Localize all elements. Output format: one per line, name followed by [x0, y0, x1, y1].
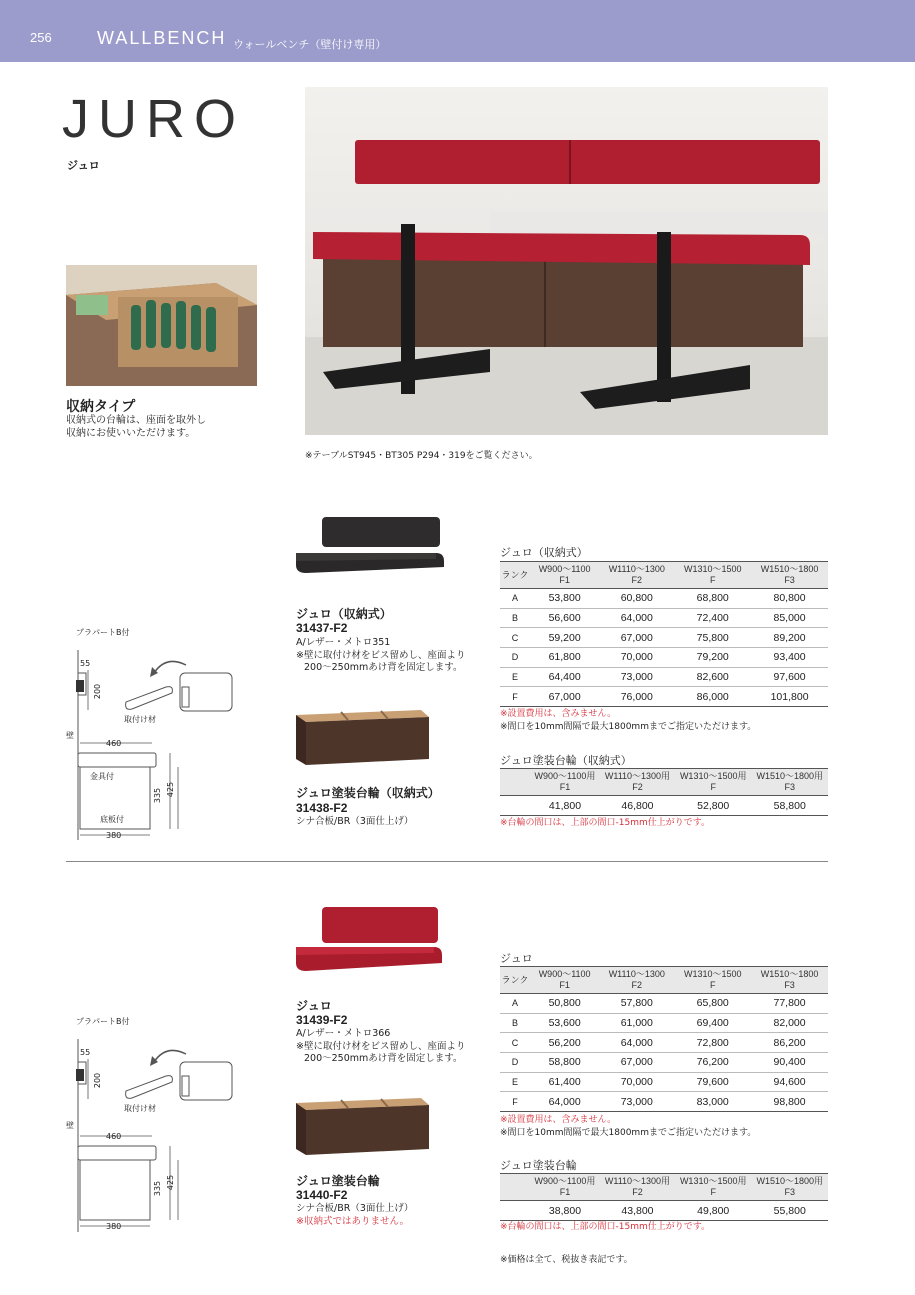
price-cell: 64,400	[530, 667, 599, 687]
rank-cell: C	[500, 628, 530, 648]
category-subtitle: ウォールベンチ（壁付け専用）	[233, 38, 387, 51]
page-number: 256	[30, 30, 52, 45]
price-cell: 59,200	[530, 628, 599, 648]
price-cell: 73,000	[599, 667, 674, 687]
brand-kana: ジュロ	[67, 159, 100, 172]
table-row	[500, 1072, 828, 1092]
rank-cell: B	[500, 1013, 530, 1033]
price-cell: 61,800	[530, 648, 599, 668]
table-row	[500, 1013, 828, 1033]
base-name: ジュロ塗装台輪	[296, 1174, 380, 1188]
price-cell: 64,000	[599, 1033, 674, 1053]
base-table-note: ※台輪の間口は、上部の間口-15mm仕上がりです。	[500, 818, 711, 828]
price-cell: 80,800	[751, 589, 828, 609]
rank-cell: D	[500, 1053, 530, 1073]
base-code: 31440-F2	[296, 1188, 348, 1202]
price-cell: 97,600	[751, 667, 828, 687]
product-image-red-cushion	[296, 905, 446, 977]
rank-cell: A	[500, 994, 530, 1014]
product-details: A/レザー・メトロ351 ※壁に取付け材をビス留めし、座面より 200～250mmあけ背を固定します。	[296, 637, 466, 673]
price-table-title: ジュロ	[500, 952, 533, 965]
price-cell: 77,800	[751, 994, 828, 1014]
table-row	[500, 687, 828, 707]
page-header	[0, 0, 915, 62]
table-row: 38,800 43,800 49,800 55,800	[500, 1201, 828, 1221]
rank-cell: F	[500, 1092, 530, 1112]
price-cell: 79,200	[674, 648, 751, 668]
price-cell: 50,800	[530, 994, 599, 1014]
price-cell: 67,000	[530, 687, 599, 707]
product-image-black-cushion	[296, 515, 446, 577]
product-image-base	[296, 1095, 431, 1157]
rank-cell: E	[500, 667, 530, 687]
dimension-diagram: プラパートB付 55 200 取付け材 壁 460 335 425 380	[66, 1014, 266, 1236]
table-row: 41,800 46,800 52,800 58,800	[500, 796, 828, 816]
price-cell: 61,000	[599, 1013, 674, 1033]
base-price-table: W900～1100用 F1 W1110～1300用 F2 W1310～1500用 F W1510～1800用 F3 38,800 43,800 49,800 55,800	[500, 1173, 828, 1221]
rank-cell: E	[500, 1072, 530, 1092]
price-cell: 85,000	[751, 608, 828, 628]
price-table-notes: ※設置費用は、含みません。 ※間口を10mm間隔で最大1800mmまでご指定いただけます。	[500, 709, 757, 732]
price-cell: 101,800	[751, 687, 828, 707]
storage-title: 収納タイプ	[66, 399, 136, 415]
price-cell: 70,000	[599, 1072, 674, 1092]
table-reference-note: ※テーブルST945・BT305 P294・319をご覧ください。	[305, 451, 538, 461]
price-cell: 58,800	[530, 1053, 599, 1073]
dimension-diagram: プラパートB付 55 200 取付け材 壁 460 金具付 底板付 335 425 380	[66, 625, 266, 845]
price-cell: 90,400	[751, 1053, 828, 1073]
price-cell: 86,000	[674, 687, 751, 707]
product-code: 31437-F2	[296, 621, 348, 635]
price-table: ランク W900～1100 F1 W1110～1300 F2 W1310～1500 F W1510～1800 F3 A 53,800 60,800 68,800 80,800 B 56,600 64,000 72,400 85,000 C 59,200 67,000 75,800 89,200 D 61,800 70,000 79,200 93,400 E 64,400 73,000 82,600 97,600 F 67,000 76,000 86,000 101,800	[500, 561, 828, 707]
price-cell: 76,000	[599, 687, 674, 707]
storage-photo	[66, 265, 257, 386]
tax-note: ※価格は全て、税抜き表記です。	[500, 1255, 633, 1265]
product-name: ジュロ（収納式）	[296, 607, 392, 621]
hero-photo	[305, 87, 828, 435]
price-cell: 53,600	[530, 1013, 599, 1033]
rank-cell: F	[500, 687, 530, 707]
brand-name: JURO	[62, 89, 245, 149]
base-material: シナ合板/BR（3面仕上げ）	[296, 816, 414, 827]
rank-cell: D	[500, 648, 530, 668]
price-cell: 70,000	[599, 648, 674, 668]
price-cell: 57,800	[599, 994, 674, 1014]
price-cell: 93,400	[751, 648, 828, 668]
table-row	[500, 1092, 828, 1112]
price-cell: 82,000	[751, 1013, 828, 1033]
table-row	[500, 589, 828, 609]
price-cell: 83,000	[674, 1092, 751, 1112]
price-cell: 68,800	[674, 589, 751, 609]
base-details: シナ合板/BR（3面仕上げ） ※収納式ではありません。	[296, 1203, 414, 1227]
rank-cell: C	[500, 1033, 530, 1053]
base-table-title: ジュロ塗装台輪	[500, 1159, 577, 1172]
product-name: ジュロ	[296, 999, 332, 1013]
base-table-note: ※台輪の間口は、上部の間口-15mm仕上がりです。	[500, 1222, 711, 1232]
table-row	[500, 667, 828, 687]
price-cell: 64,000	[530, 1092, 599, 1112]
price-cell: 76,200	[674, 1053, 751, 1073]
rank-cell: A	[500, 589, 530, 609]
table-row	[500, 608, 828, 628]
table-row	[500, 994, 828, 1014]
price-cell: 82,600	[674, 667, 751, 687]
price-cell: 69,400	[674, 1013, 751, 1033]
price-cell: 60,800	[599, 589, 674, 609]
price-table-notes: ※設置費用は、含みません。 ※間口を10mm間隔で最大1800mmまでご指定いただけます。	[500, 1115, 757, 1138]
base-table-title: ジュロ塗装台輪（収納式）	[500, 754, 632, 767]
price-cell: 65,800	[674, 994, 751, 1014]
price-cell: 86,200	[751, 1033, 828, 1053]
price-cell: 79,600	[674, 1072, 751, 1092]
base-code: 31438-F2	[296, 801, 348, 815]
price-cell: 64,000	[599, 608, 674, 628]
price-cell: 98,800	[751, 1092, 828, 1112]
price-cell: 72,800	[674, 1033, 751, 1053]
price-cell: 94,600	[751, 1072, 828, 1092]
section-divider	[66, 861, 828, 862]
product-code: 31439-F2	[296, 1013, 348, 1027]
price-cell: 53,800	[530, 589, 599, 609]
price-cell: 56,600	[530, 608, 599, 628]
price-table-title: ジュロ（収納式）	[500, 546, 588, 559]
base-price-table: W900～1100用 F1 W1110～1300用 F2 W1310～1500用 F W1510～1800用 F3 41,800 46,800 52,800 58,800	[500, 768, 828, 816]
category-title: WALLBENCH	[97, 28, 227, 48]
table-row	[500, 628, 828, 648]
product-details: A/レザー・メトロ366 ※壁に取付け材をビス留めし、座面より 200～250mmあけ背を固定します。	[296, 1028, 466, 1064]
price-cell: 72,400	[674, 608, 751, 628]
table-row	[500, 1053, 828, 1073]
price-cell: 75,800	[674, 628, 751, 648]
table-row	[500, 648, 828, 668]
base-name: ジュロ塗装台輪（収納式）	[296, 786, 440, 800]
table-row	[500, 1033, 828, 1053]
product-image-storage-base	[296, 707, 431, 767]
storage-description: 収納式の台輪は、座面を取外し 収納にお使いいただけます。	[66, 415, 206, 439]
price-cell: 89,200	[751, 628, 828, 648]
price-table: ランク W900～1100 F1 W1110～1300 F2 W1310～1500 F W1510～1800 F3 A 50,800 57,800 65,800 77,800 B 53,600 61,000 69,400 82,000 C 56,200 64,000 72,800 86,200 D 58,800 67,000 76,200 90,400 E 61,400 70,000 79,600 94,600 F 64,000 73,000 83,000 98,800	[500, 966, 828, 1112]
price-cell: 73,000	[599, 1092, 674, 1112]
price-cell: 67,000	[599, 1053, 674, 1073]
price-cell: 61,400	[530, 1072, 599, 1092]
rank-cell: B	[500, 608, 530, 628]
price-cell: 67,000	[599, 628, 674, 648]
price-cell: 56,200	[530, 1033, 599, 1053]
